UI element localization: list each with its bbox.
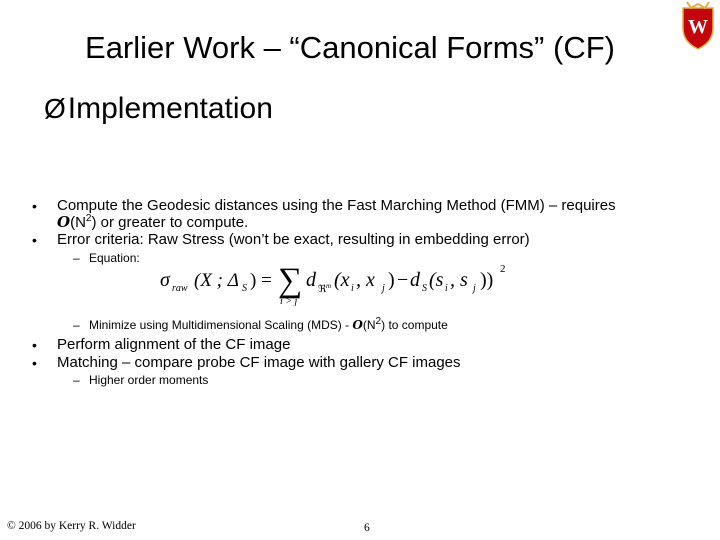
complexity-text: (N bbox=[70, 214, 86, 231]
sub-bullet-mds-text: Minimize using Multidimensional Scaling (MDS) - bbox=[89, 318, 353, 332]
eq-power: 2 bbox=[500, 263, 506, 275]
eq-lhs-args: (X ; Δ bbox=[194, 270, 239, 291]
university-crest-icon bbox=[679, 0, 717, 50]
eq-xi: i bbox=[351, 283, 354, 294]
complexity-suffix: ) or greater to compute. bbox=[91, 214, 249, 231]
eq-minus: − bbox=[397, 269, 409, 291]
sub-bullet-moments bbox=[73, 373, 208, 387]
bullet-marker: • bbox=[32, 337, 37, 353]
big-o-symbol: O bbox=[352, 318, 363, 332]
sub-bullet-moments-text: Higher order moments bbox=[89, 373, 209, 387]
copyright-footer: © 2006 by Kerry R. Widder bbox=[7, 520, 136, 532]
eq-d1: d bbox=[306, 269, 316, 291]
eq-d1-sub: ℜ bbox=[318, 284, 327, 295]
eq-d2: d bbox=[410, 269, 420, 291]
eq-s-args: (s bbox=[429, 269, 444, 291]
sub-bullet-mds bbox=[73, 318, 448, 332]
sub-dash: – bbox=[73, 373, 80, 387]
bullet-alignment: Perform alignment of the CF image bbox=[57, 336, 291, 353]
eq-sj: j bbox=[473, 283, 476, 294]
complexity-text: (N bbox=[362, 318, 376, 332]
bullet-error-criteria: Error criteria: Raw Stress (won’t be exact, resulting in embedding error) bbox=[57, 231, 530, 248]
eq-x-args: (x bbox=[334, 269, 350, 291]
bullet-marker: • bbox=[32, 198, 37, 214]
bullet-matching: Matching – compare probe CF image with gallery CF images bbox=[57, 354, 461, 371]
section-heading bbox=[44, 92, 273, 126]
eq-sigma: σ bbox=[160, 269, 170, 291]
raw-stress-equation bbox=[160, 258, 520, 306]
big-o-symbol: O bbox=[57, 213, 71, 231]
eq-x-comma: , x bbox=[356, 269, 375, 291]
page-number: 6 bbox=[364, 522, 370, 534]
slide-title: Earlier Work – “Canonical Forms” (CF) bbox=[85, 30, 615, 65]
eq-x-close: ) bbox=[388, 269, 395, 291]
eq-d1-supsub: m bbox=[326, 282, 332, 290]
eq-s-close: )) bbox=[480, 269, 494, 291]
bullet-fmm-line1: Compute the Geodesic distances using the Fast Marching Method (FMM) – requires bbox=[57, 197, 616, 214]
eq-sigma-sub: raw bbox=[172, 283, 188, 294]
bullet-marker: • bbox=[32, 355, 37, 371]
arrow-bullet-icon: Ø bbox=[44, 93, 66, 124]
eq-d2-sub: S bbox=[422, 283, 427, 294]
eq-si: i bbox=[445, 283, 448, 294]
sub-dash: – bbox=[73, 251, 80, 265]
complexity-suffix: ) to compute bbox=[381, 318, 448, 332]
eq-sum-sub: i > j bbox=[280, 296, 298, 306]
complexity-exponent: 2 bbox=[85, 213, 92, 224]
bullet-fmm-line2 bbox=[57, 214, 677, 231]
sub-bullet-equation bbox=[73, 251, 140, 265]
eq-lhs-close: ) = bbox=[250, 270, 272, 291]
complexity-exponent: 2 bbox=[375, 316, 382, 327]
eq-xj: j bbox=[382, 283, 385, 294]
sub-bullet-equation-text: Equation: bbox=[89, 251, 140, 265]
section-heading-text: Implementation bbox=[67, 92, 273, 125]
sub-dash: – bbox=[73, 318, 80, 332]
bullet-fmm bbox=[57, 197, 677, 231]
eq-sum: ∑ bbox=[278, 262, 303, 299]
eq-s-comma: , s bbox=[450, 269, 468, 291]
bullet-marker: • bbox=[32, 232, 37, 248]
eq-delta-sub: S bbox=[242, 283, 247, 294]
svg-text:W: W bbox=[688, 16, 708, 38]
